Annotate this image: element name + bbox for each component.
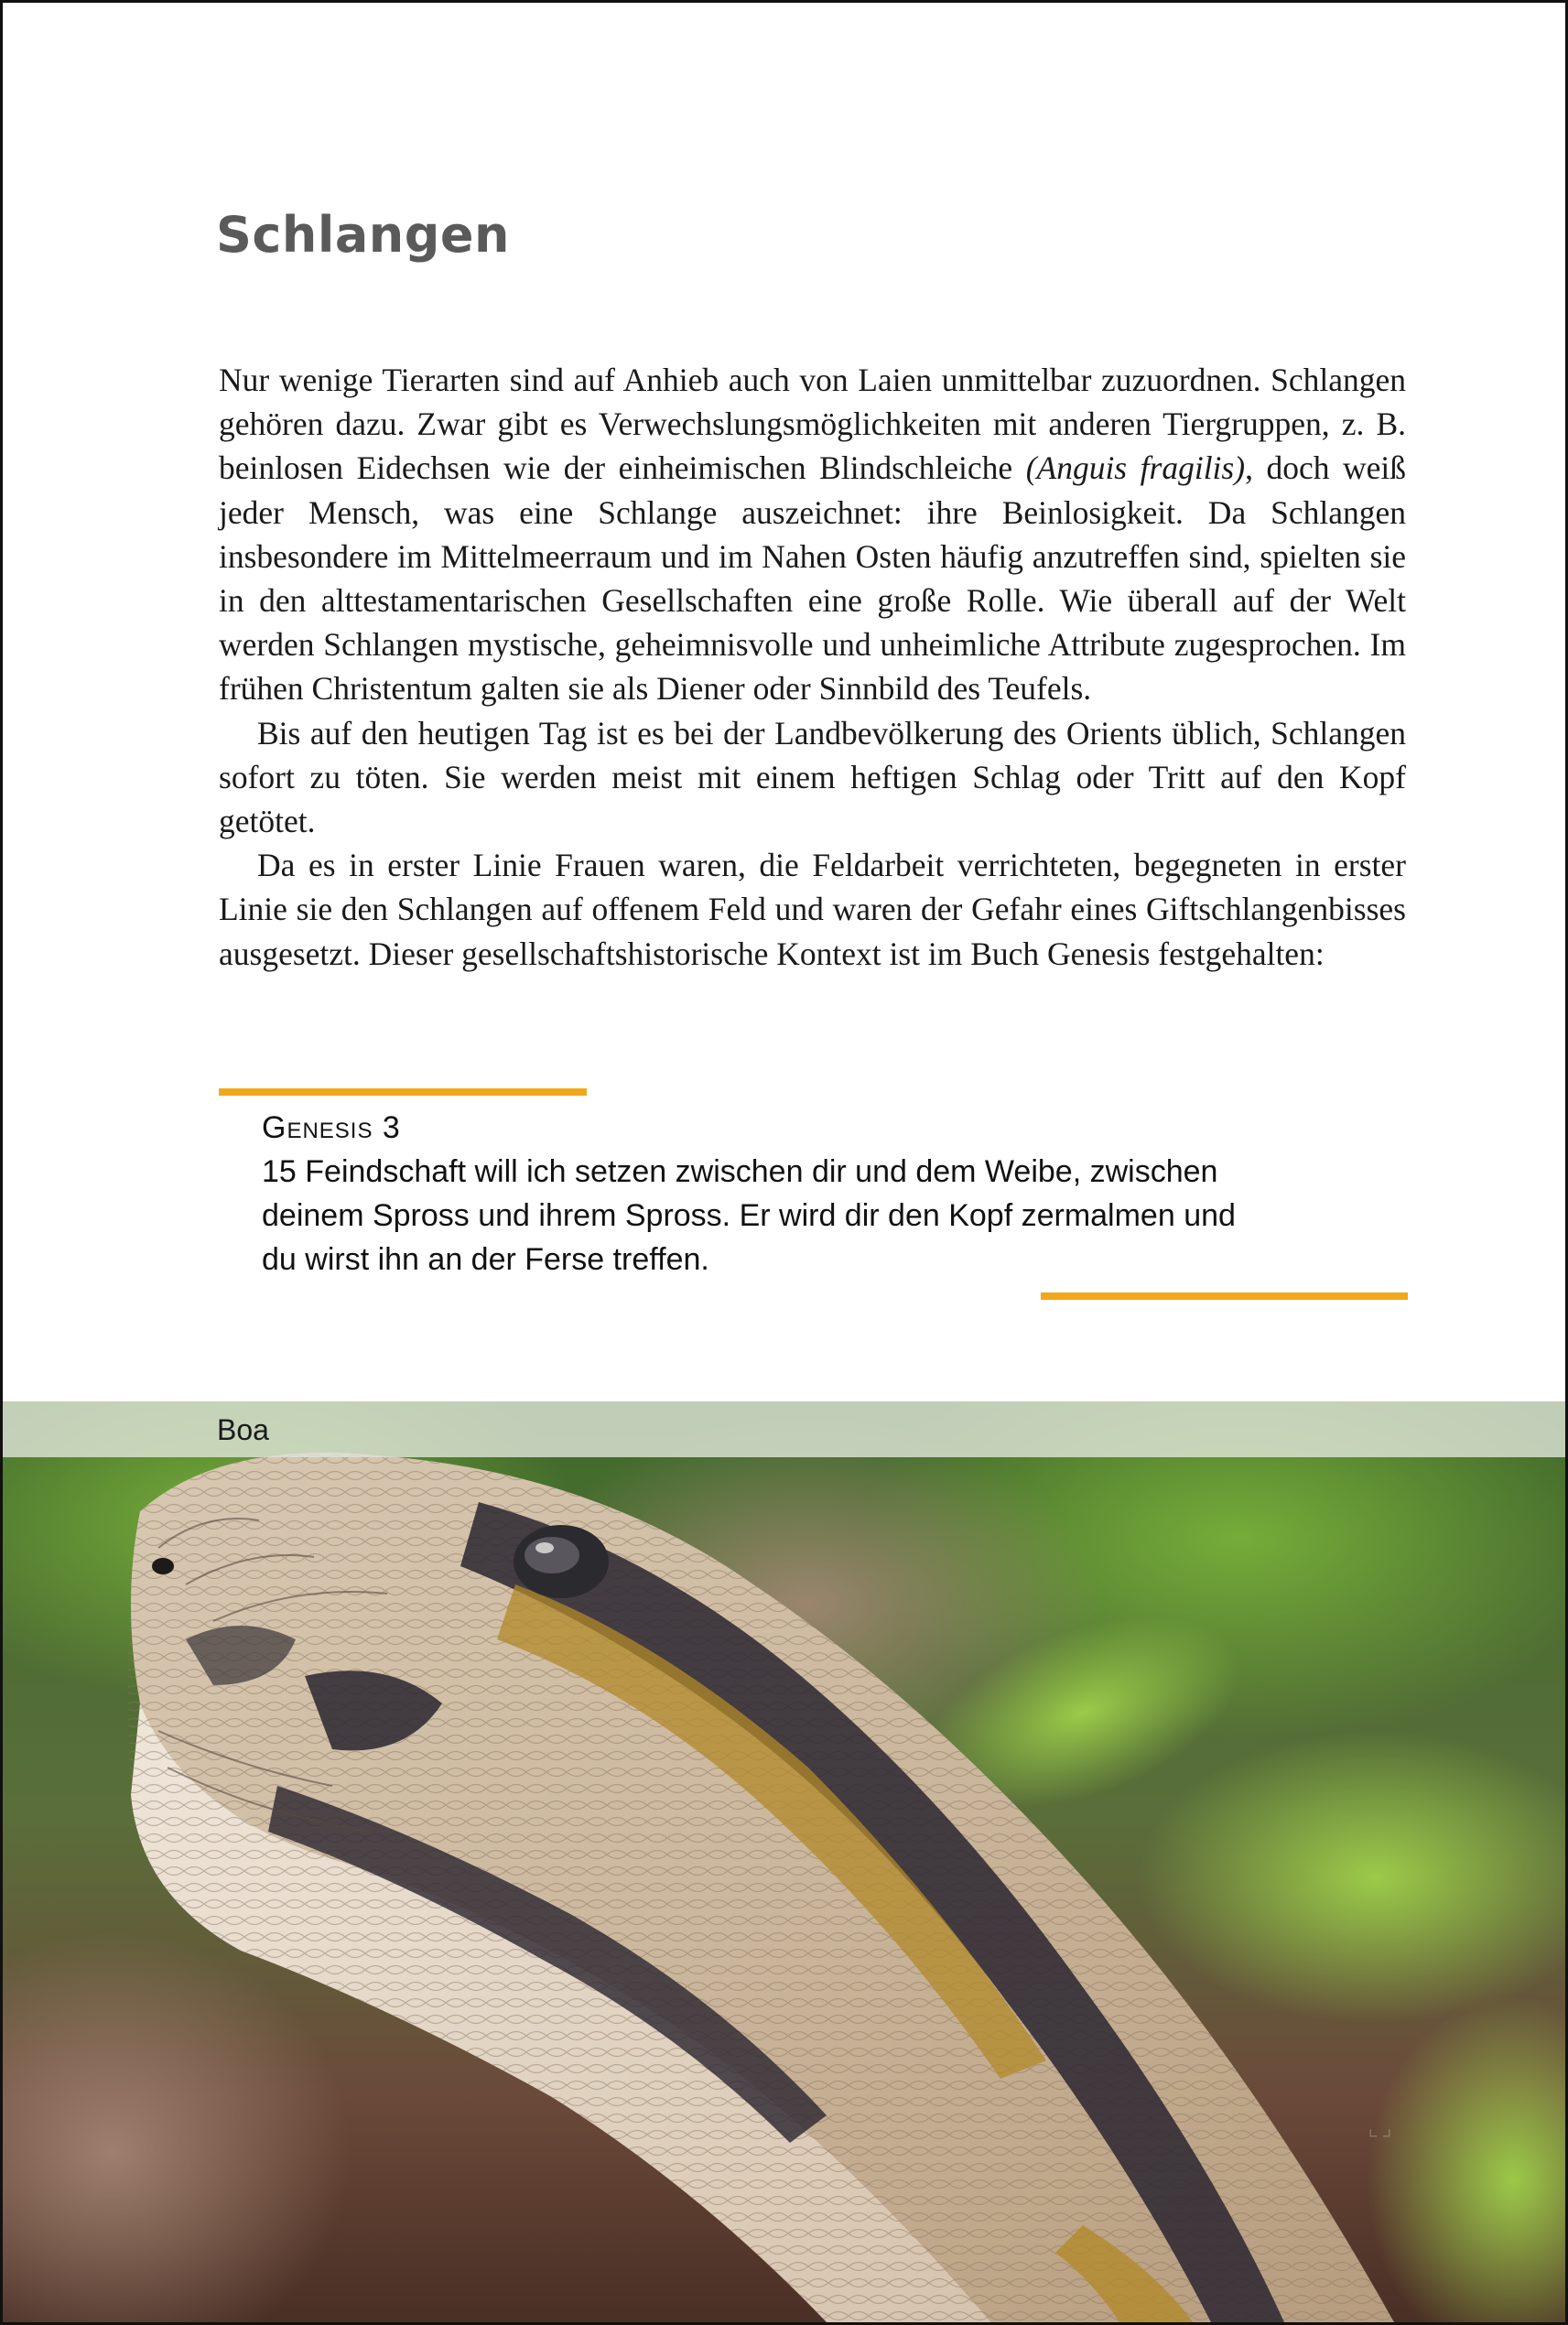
paragraph-text: , doch weiß jeder Mensch, was eine Schlange auszeichnet: ihre Beinlosigkeit. Da Schlangen insbesondere im Mittelmeerraum und im Nahen Osten häufig anzutreffen sind, spielten sie in den alttestamentarischen Gesellschaften eine große Rolle. Wie überall auf der Welt werden Schlangen mystische, geheimnisvolle und unheimliche Attribute zugesprochen. Im frühen Christentum galten sie als Diener oder Sinnbild des Teufels. <box>219 449 1406 708</box>
body-paragraph <box>219 711 1406 844</box>
quote-title: Genesis 3 <box>262 1110 401 1145</box>
scientific-name: (Anguis fragilis) <box>1025 449 1246 487</box>
quote-line: du wirst ihn an der Ferse treffen. <box>262 1242 709 1277</box>
quote-text <box>262 1150 1365 1281</box>
paragraph-text: Da es in erster Linie Frauen waren, die Feldarbeit verrichteten, begegneten in erster Linie sie den Schlangen auf offenem Feld und waren der Gefahr eines Giftschlangenbisses ausgesetzt. Dieser gesellschaftshistorische Kontext ist im Buch Genesis festgehalten: <box>219 847 1406 972</box>
body-paragraph <box>219 358 1406 711</box>
watermark-mark: ⌞⌟ <box>1367 2115 1393 2141</box>
boa-photo <box>3 1401 1565 2322</box>
body-paragraph <box>219 843 1406 976</box>
bible-quote <box>262 1106 1365 1281</box>
paragraph-text: Nur wenige Tierarten sind auf Anhieb auch von Laien unmittelbar zuzuordnen. Schlangen gehören dazu. Zwar gibt es Verwechslungsmöglichkeiten mit anderen Tiergruppen, z. B. beinlosen Eidechsen wie der einheimischen Blindschleiche <box>219 362 1406 487</box>
paragraph-text: Bis auf den heutigen Tag ist es bei der Landbevölkerung des Orients üblich, Schlangen sofort zu töten. Sie werden meist mit einem heftigen Schlag oder Tritt auf den Kopf getötet. <box>219 714 1406 840</box>
quote-line: 15 Feindschaft will ich setzen zwischen dir und dem Weibe, zwischen <box>262 1154 1218 1189</box>
quote-line: deinem Spross und ihrem Spross. Er wird dir den Kopf zermalmen und <box>262 1198 1236 1233</box>
body-text <box>219 358 1406 976</box>
photo-caption: Boa <box>217 1413 269 1446</box>
quote-rule-top <box>219 1088 587 1096</box>
quote-rule-bottom <box>1041 1292 1408 1300</box>
page-title: Schlangen <box>216 206 510 264</box>
